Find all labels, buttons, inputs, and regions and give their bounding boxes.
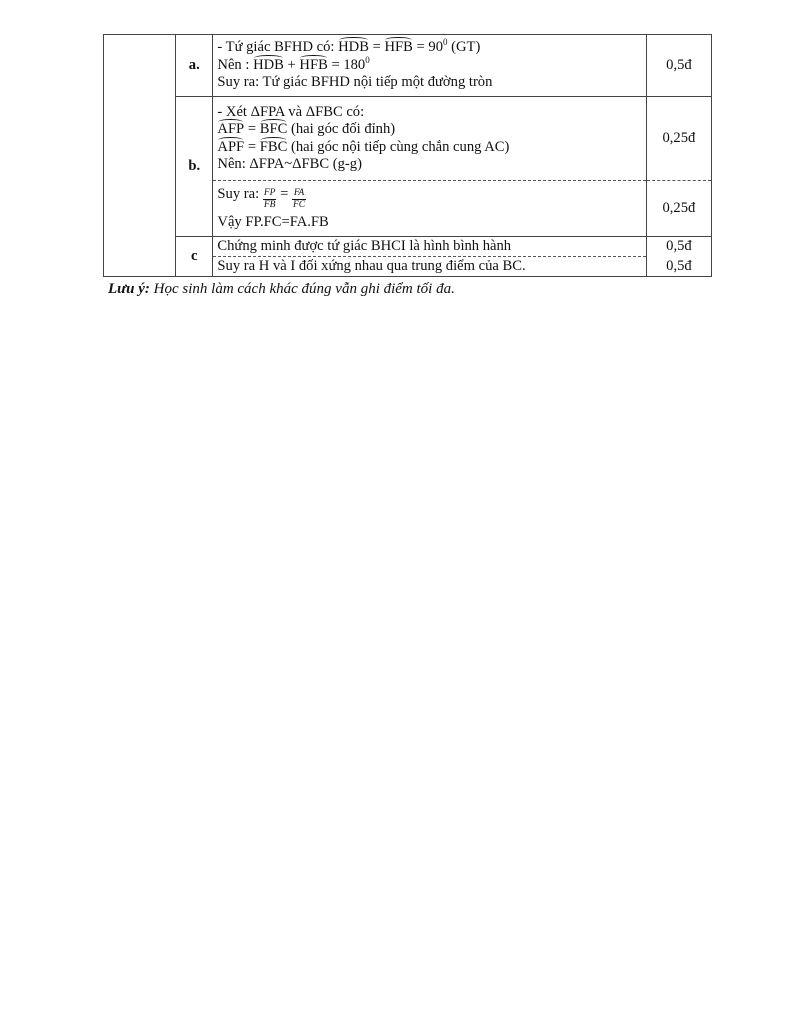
angle-hdb: HDB [338,39,369,56]
part-b-score-1: 0,25đ [646,97,711,181]
part-b-content-2 [213,181,646,237]
part-c-line-1: Chứng minh được tứ giác BHCI là hình bình hành [213,237,646,257]
part-a-line-1: - Tứ giác BFHD có: HDB = HFB = $90^0$ (GT) [217,37,481,56]
part-label-c: c [176,237,213,277]
question-number-cell [104,35,176,277]
part-a-content [213,35,646,97]
grading-note [108,281,455,298]
part-a-line-3: Suy ra: Tứ giác BFHD nội tiếp một đường tròn [217,74,493,91]
fraction-fp-fb: $\frac{FP}{FB}$ [263,187,276,210]
angle-hfb: HFB [299,56,328,73]
part-b-line-1: - Xét ΔFPA và ΔFBC có: [217,103,365,120]
angle-fbc: FBC [259,138,288,155]
angle-afp: AFP [217,121,245,137]
angle-bfc: BFC [259,121,288,137]
fraction-fa-fc: $\frac{FA}{FC}$ [292,187,306,210]
answer-table [103,34,712,277]
part-b-line-6: Vậy FP.FC=FA.FB [217,213,329,230]
angle-hfb: HFB [384,39,413,56]
note-text: Học sinh làm cách khác đúng vẫn ghi điểm tối đa. [149,281,455,297]
part-a-line-2: Nên : HDB + HFB = $180^0$ [217,54,370,73]
part-b-line-3: APF = FBC (hai góc nội tiếp cùng chắn cung AC) [217,138,510,155]
note-label: Lưu ý: [108,281,150,297]
part-label-b: b. [176,97,213,237]
table-row [104,237,712,257]
part-c-line-2: Suy ra H và I đối xứng nhau qua trung điểm của BC. [213,257,646,277]
part-b-line-2: AFP = BFC (hai góc đối đỉnh) [217,121,396,137]
angle-hdb: HDB [253,56,284,73]
table-row [104,35,712,97]
part-b-score-2: 0,25đ [646,181,711,237]
part-b-line-4: Nên: ΔFPA~ΔFBC (g-g) [217,156,362,172]
part-a-score: 0,5đ [646,35,711,97]
part-label-a: a. [176,35,213,97]
part-b-content-1 [213,97,646,181]
part-c-score-2: 0,5đ [646,257,711,277]
table-row [104,97,712,181]
part-c-score-1: 0,5đ [646,237,711,257]
angle-apf: APF [217,138,245,155]
part-b-line-5: Suy ra: $\frac{FP}{FB}$ = $\frac{FA}{FC}$ [217,185,306,210]
